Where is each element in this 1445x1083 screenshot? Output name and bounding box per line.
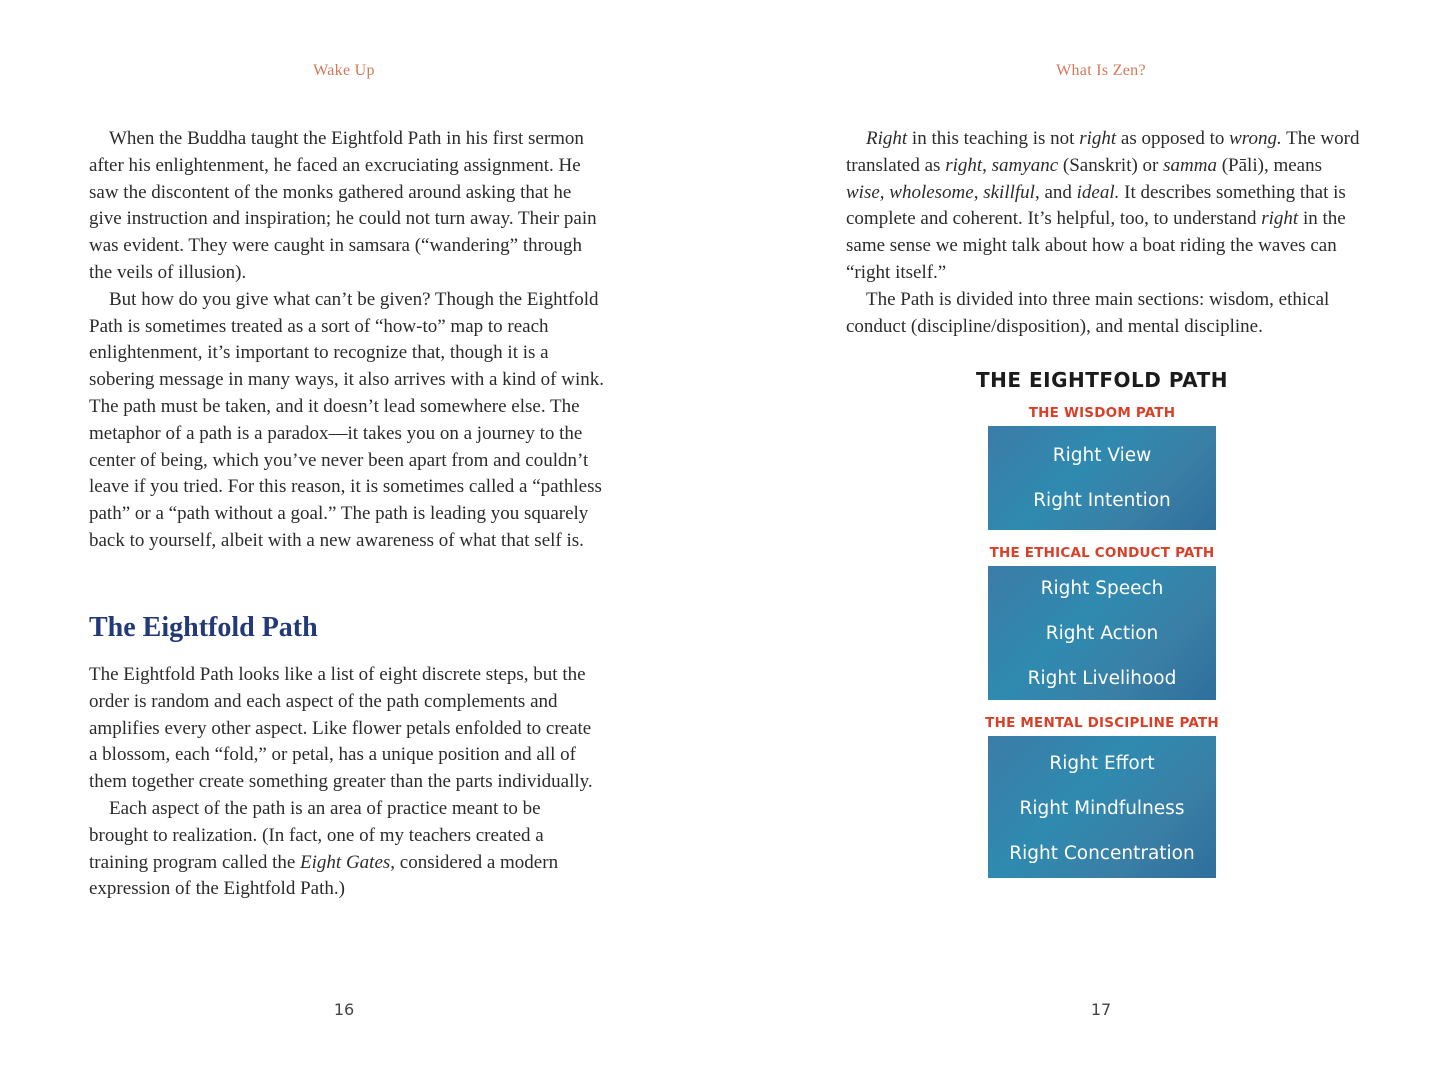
paragraph: The Path is divided into three main sections: wisdom, ethical conduct (discipline/disposition), and mental discipline. — [846, 288, 1330, 337]
group-box — [988, 426, 1216, 530]
diagram-title: THE EIGHTFOLD PATH — [975, 368, 1228, 392]
paragraph: But how do you give what can’t be given? Though the Eightfold Path is sometimes treated as a sort of “how-to” map to reach enlightenment, it’s important to recognize that, though it is a sobering message in many ways, it also arrives with a kind of wink. The path must be taken, and it doesn’t lead somewhere else. The metaphor of a path is a paradox—it takes you on a journey to the center of being, which you’ve never been apart from and couldn’t leave if you tried. For this reason, it is sometimes called a “pathless path” or a “path without a goal.” The path is leading you squarely back to yourself, albeit with a new awareness of what that self is. — [89, 288, 605, 551]
text-run: , — [879, 181, 890, 203]
mental-discipline-path-group — [952, 714, 1252, 878]
body-text-top — [89, 126, 604, 555]
group-label: THE ETHICAL CONDUCT PATH — [989, 545, 1215, 561]
page-number-left: 16 — [333, 1000, 355, 1019]
text-run: in this teaching is not — [907, 128, 1080, 149]
left-page — [0, 0, 722, 1083]
text-run: as opposed to — [1116, 128, 1230, 149]
running-head-left: Wake Up — [313, 62, 375, 79]
italic-term: samyanc — [991, 154, 1059, 176]
path-item: Right Concentration — [1009, 842, 1195, 864]
group-label: THE MENTAL DISCIPLINE PATH — [985, 715, 1219, 731]
paragraph: When the Buddha taught the Eightfold Path in his first sermon after his enlightenment, he faced an excruciating assignment. He saw the discontent of the monks gathered around asking that he give instruction and inspiration; he could not turn away. Their pain was evident. They were caught in samsara (“wandering” through the veils of illusion). — [89, 128, 597, 283]
wisdom-path-group — [952, 404, 1252, 530]
group-box — [988, 736, 1216, 878]
text-run: Each aspect of the path is an area of practice meant to be brought to realization. (In fact, one of my teachers created a training program called the — [89, 797, 544, 873]
paragraph — [89, 796, 604, 903]
italic-term: ideal. — [1076, 181, 1120, 203]
italic-term: samma — [1163, 154, 1217, 176]
group-box — [988, 566, 1216, 700]
path-item: Right Effort — [1049, 752, 1155, 774]
text-run: , — [973, 181, 984, 203]
path-item: Right Intention — [1033, 490, 1171, 511]
path-item: Right Mindfulness — [1019, 797, 1185, 819]
text-run: (Pāli), means — [1216, 154, 1322, 176]
text-run: , — [982, 154, 992, 176]
page-number-right: 17 — [1090, 1000, 1112, 1019]
text-run: , considered a modern expression of the Eightfold Path.) — [89, 851, 559, 900]
path-item: Right Livelihood — [1027, 667, 1177, 689]
italic-term: Right — [866, 128, 908, 149]
italic-term: right — [1079, 128, 1117, 149]
text-run: in the same sense we might talk about how a boat riding the waves can “right itself.” — [846, 208, 1346, 283]
body-text-bottom — [89, 662, 604, 903]
eightfold-path-diagram — [952, 368, 1252, 878]
text-run: , and — [1034, 181, 1077, 203]
body-text-right — [846, 126, 1361, 340]
path-item: Right Speech — [1040, 577, 1164, 599]
italic-term: skillful — [983, 181, 1035, 203]
italic-term: wholesome — [889, 181, 974, 203]
section-heading: The Eightfold Path — [89, 612, 318, 643]
italic-term: right — [1261, 208, 1299, 230]
paragraph: The Eightfold Path looks like a list of eight discrete steps, but the order is random and each aspect of the path complements and amplifies every other aspect. Like flower petals enfolded to create a blossom, each “fold,” or petal, has a unique position and all of them together create something greater than the parts individually. — [89, 664, 593, 793]
text-run: The word translated as — [846, 128, 1360, 176]
running-head-right: What Is Zen? — [1056, 62, 1146, 79]
group-label: THE WISDOM PATH — [1028, 405, 1176, 421]
italic-term: wrong. — [1229, 128, 1282, 149]
text-run: It describes something that is complete and coherent. It’s helpful, too, to understand — [846, 181, 1346, 230]
italic-term: wise — [846, 181, 880, 203]
path-item: Right View — [1052, 445, 1152, 466]
paragraph — [846, 126, 1361, 287]
italic-term: right — [945, 154, 983, 176]
text-run: (Sanskrit) or — [1058, 154, 1164, 176]
right-page — [722, 0, 1445, 1083]
path-item: Right Action — [1045, 622, 1159, 644]
ethical-conduct-path-group — [952, 544, 1252, 700]
book-title: Eight Gates — [300, 851, 391, 873]
